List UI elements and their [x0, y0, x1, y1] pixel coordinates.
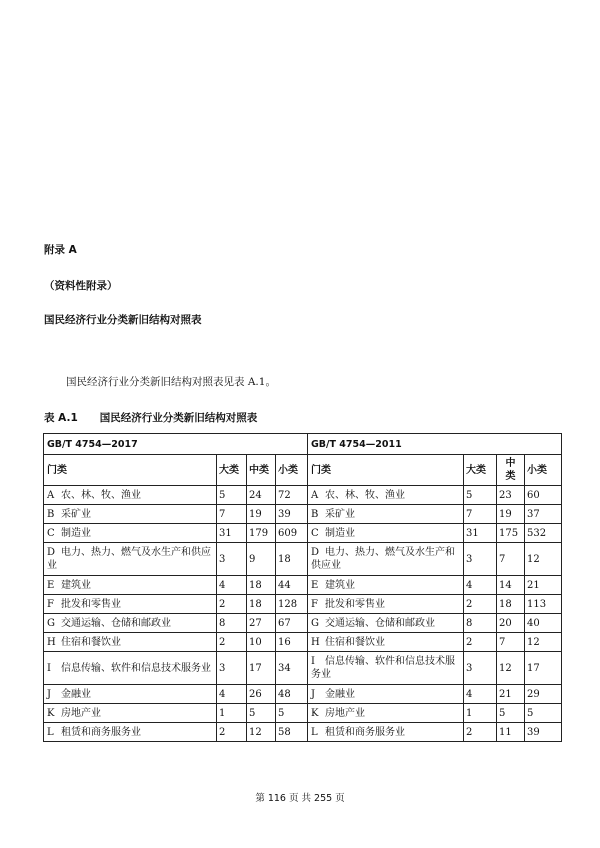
section-label: 交通运输、仓储和邮政业	[61, 617, 171, 629]
section-code: D	[47, 547, 56, 558]
minor-count-2011: 17	[525, 652, 562, 685]
minor-count-2017: 48	[276, 685, 308, 704]
section-name-2011	[308, 543, 464, 576]
middle-count-2017: 24	[247, 486, 276, 505]
appendix-note: （资料性附录）	[44, 280, 118, 292]
table-row	[44, 543, 562, 576]
section-name-2017	[44, 595, 217, 614]
table-row	[44, 576, 562, 595]
major-count-2017: 3	[217, 543, 247, 576]
minor-count-2017: 5	[276, 704, 308, 723]
section-code: F	[311, 598, 318, 610]
section-code: E	[311, 579, 319, 591]
middle-count-2011: 7	[497, 633, 525, 652]
table-row	[44, 614, 562, 633]
major-count-2011: 4	[464, 576, 497, 595]
major-count-2017: 3	[217, 652, 247, 685]
middle-count-2017: 26	[247, 685, 276, 704]
section-code: E	[47, 579, 55, 591]
section-code: A	[311, 489, 319, 501]
middle-count-2017: 10	[247, 633, 276, 652]
section-name-2017	[44, 723, 217, 742]
major-count-2017: 2	[217, 723, 247, 742]
section-code: B	[47, 508, 55, 520]
minor-count-2017: 67	[276, 614, 308, 633]
section-code: L	[311, 726, 318, 738]
major-count-2017: 2	[217, 595, 247, 614]
minor-count-2017: 34	[276, 652, 308, 685]
section-code: H	[47, 636, 56, 648]
section-label: 制造业	[325, 527, 355, 539]
section-name-2017	[44, 633, 217, 652]
middle-count-2017: 179	[247, 524, 276, 543]
col-section-2017: 门类	[44, 455, 217, 486]
section-name-2011	[308, 723, 464, 742]
major-count-2017: 1	[217, 704, 247, 723]
section-label: 建筑业	[325, 579, 355, 591]
section-label: 租赁和商务服务业	[61, 726, 141, 738]
section-title: 国民经济行业分类新旧结构对照表	[44, 314, 202, 326]
section-label: 制造业	[61, 527, 91, 539]
middle-count-2017: 18	[247, 576, 276, 595]
minor-count-2017: 609	[276, 524, 308, 543]
section-code: C	[47, 527, 55, 539]
major-count-2017: 8	[217, 614, 247, 633]
major-count-2017: 7	[217, 505, 247, 524]
section-name-2017	[44, 543, 217, 576]
middle-count-2017: 9	[247, 543, 276, 576]
major-count-2011: 2	[464, 723, 497, 742]
col-middle-2017: 中类	[247, 455, 276, 486]
major-count-2011: 31	[464, 524, 497, 543]
section-code: J	[311, 688, 316, 700]
section-label: 批发和零售业	[61, 598, 121, 610]
major-count-2011: 5	[464, 486, 497, 505]
section-code: K	[311, 707, 319, 719]
section-label: 信息传输、软件和信息技术服务业	[311, 656, 455, 680]
major-count-2017: 5	[217, 486, 247, 505]
middle-count-2011: 12	[497, 652, 525, 685]
section-name-2011	[308, 524, 464, 543]
minor-count-2011: 532	[525, 524, 562, 543]
minor-count-2011: 21	[525, 576, 562, 595]
minor-count-2017: 72	[276, 486, 308, 505]
major-count-2011: 7	[464, 505, 497, 524]
major-count-2011: 1	[464, 704, 497, 723]
middle-count-2017: 18	[247, 595, 276, 614]
section-label: 批发和零售业	[325, 598, 385, 610]
major-count-2017: 2	[217, 633, 247, 652]
section-name-2017	[44, 704, 217, 723]
major-count-2011: 3	[464, 543, 497, 576]
intro-paragraph: 国民经济行业分类新旧结构对照表见表 A.1。	[66, 376, 276, 388]
middle-count-2011: 7	[497, 543, 525, 576]
section-code: I	[47, 662, 51, 674]
col-major-2011: 大类	[464, 455, 497, 486]
section-name-2011	[308, 576, 464, 595]
section-label: 房地产业	[325, 707, 365, 719]
appendix-title: 附录 A	[44, 244, 77, 256]
section-name-2017	[44, 524, 217, 543]
section-label: 信息传输、软件和信息技术服务业	[61, 662, 211, 674]
section-label: 农、林、牧、渔业	[325, 489, 405, 501]
middle-count-2011: 11	[497, 723, 525, 742]
minor-count-2011: 60	[525, 486, 562, 505]
section-name-2011	[308, 486, 464, 505]
middle-count-2017: 5	[247, 704, 276, 723]
major-count-2011: 2	[464, 595, 497, 614]
middle-count-2017: 19	[247, 505, 276, 524]
section-name-2011	[308, 704, 464, 723]
middle-count-2017: 17	[247, 652, 276, 685]
table-row	[44, 723, 562, 742]
section-code: F	[47, 598, 54, 610]
major-count-2011: 8	[464, 614, 497, 633]
minor-count-2011: 37	[525, 505, 562, 524]
table-row	[44, 704, 562, 723]
major-count-2017: 31	[217, 524, 247, 543]
section-code: C	[311, 527, 319, 539]
table-row	[44, 652, 562, 685]
table-row	[44, 486, 562, 505]
major-count-2011: 4	[464, 685, 497, 704]
comparison-table	[43, 433, 562, 742]
section-label: 金融业	[325, 688, 355, 700]
middle-count-2011: 14	[497, 576, 525, 595]
minor-count-2011: 29	[525, 685, 562, 704]
section-code: A	[47, 489, 55, 501]
minor-count-2017: 58	[276, 723, 308, 742]
section-label: 采矿业	[325, 508, 355, 520]
col-minor-2011: 小类	[525, 455, 562, 486]
middle-count-2017: 27	[247, 614, 276, 633]
table-number: 表 A.1	[44, 412, 78, 424]
section-code: G	[47, 617, 55, 629]
page-footer: 第 116 页 共 255 页	[255, 793, 345, 804]
major-count-2011: 3	[464, 652, 497, 685]
section-label: 金融业	[61, 688, 91, 700]
table-row	[44, 524, 562, 543]
middle-count-2011: 19	[497, 505, 525, 524]
minor-count-2017: 18	[276, 543, 308, 576]
section-code: I	[311, 656, 315, 667]
standard-2011-header: GB/T 4754—2011	[308, 434, 562, 455]
table-title: 国民经济行业分类新旧结构对照表	[99, 412, 258, 424]
section-code: L	[47, 726, 54, 738]
middle-count-2011: 18	[497, 595, 525, 614]
section-label: 建筑业	[61, 579, 91, 591]
section-label: 住宿和餐饮业	[325, 636, 385, 648]
section-code: D	[311, 547, 320, 558]
section-code: B	[311, 508, 319, 520]
section-label: 电力、热力、燃气及水生产和供应业	[311, 547, 455, 571]
section-name-2017	[44, 685, 217, 704]
section-name-2011	[308, 652, 464, 685]
middle-count-2017: 12	[247, 723, 276, 742]
minor-count-2017: 128	[276, 595, 308, 614]
section-name-2011	[308, 685, 464, 704]
table-caption	[44, 410, 257, 425]
major-count-2017: 4	[217, 576, 247, 595]
standard-2017-header: GB/T 4754—2017	[44, 434, 308, 455]
minor-count-2017: 16	[276, 633, 308, 652]
section-name-2011	[308, 614, 464, 633]
minor-count-2011: 113	[525, 595, 562, 614]
section-name-2017	[44, 505, 217, 524]
major-count-2017: 4	[217, 685, 247, 704]
minor-count-2017: 44	[276, 576, 308, 595]
col-major-2017: 大类	[217, 455, 247, 486]
col-minor-2017: 小类	[276, 455, 308, 486]
section-code: J	[47, 688, 52, 700]
middle-count-2011: 20	[497, 614, 525, 633]
middle-count-2011: 5	[497, 704, 525, 723]
section-label: 房地产业	[61, 707, 101, 719]
section-label: 住宿和餐饮业	[61, 636, 121, 648]
section-name-2011	[308, 505, 464, 524]
minor-count-2011: 5	[525, 704, 562, 723]
minor-count-2011: 12	[525, 633, 562, 652]
minor-count-2011: 39	[525, 723, 562, 742]
section-name-2017	[44, 652, 217, 685]
col-middle-2011: 中 类	[497, 455, 525, 486]
middle-count-2011: 21	[497, 685, 525, 704]
table-row	[44, 505, 562, 524]
middle-count-2011: 23	[497, 486, 525, 505]
middle-count-2011: 175	[497, 524, 525, 543]
major-count-2011: 2	[464, 633, 497, 652]
minor-count-2017: 39	[276, 505, 308, 524]
section-code: H	[311, 636, 320, 648]
section-name-2017	[44, 486, 217, 505]
table-row	[44, 595, 562, 614]
section-name-2017	[44, 614, 217, 633]
section-name-2011	[308, 633, 464, 652]
section-label: 农、林、牧、渔业	[61, 489, 141, 501]
minor-count-2011: 12	[525, 543, 562, 576]
section-label: 电力、热力、燃气及水生产和供应业	[47, 547, 211, 571]
table-row	[44, 633, 562, 652]
col-section-2011: 门类	[308, 455, 464, 486]
section-label: 租赁和商务服务业	[325, 726, 405, 738]
section-code: G	[311, 617, 319, 629]
section-label: 交通运输、仓储和邮政业	[325, 617, 435, 629]
section-code: K	[47, 707, 55, 719]
minor-count-2011: 40	[525, 614, 562, 633]
section-label: 采矿业	[61, 508, 91, 520]
section-name-2017	[44, 576, 217, 595]
section-name-2011	[308, 595, 464, 614]
table-row	[44, 685, 562, 704]
